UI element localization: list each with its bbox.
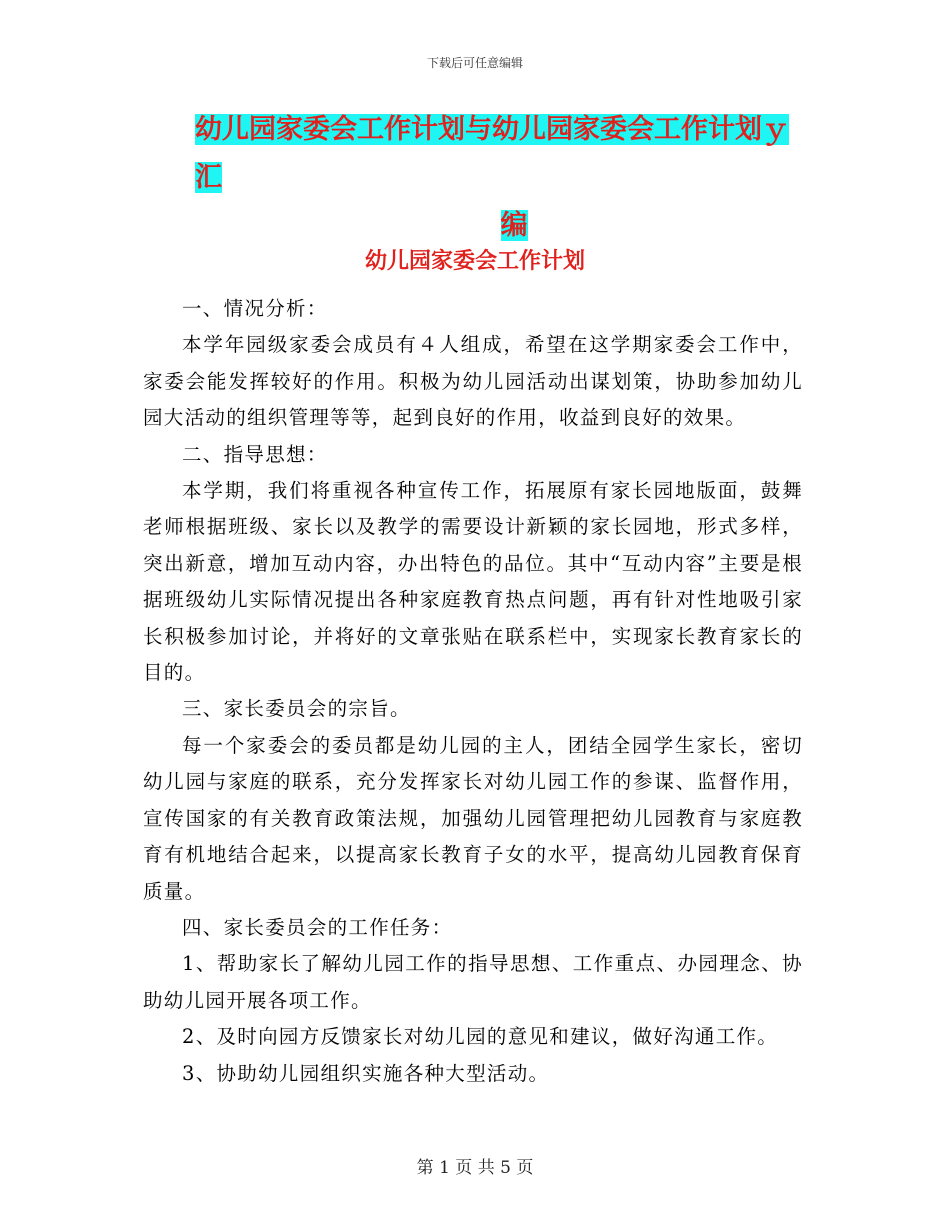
paragraph-guiding-thought: 本学期，我们将重视各种宣传工作，拓展原有家长园地版面，鼓舞老师根据班级、家长以及教学的需要设计新颖的家长园地，形式多样，突出新意，增加互动内容，办出特色的品位。其中“互动内容”主要是根据班级幼儿实际情况提出各种家庭教育热点问题，再有针对性地吸引家长积极参加讨论，并将好的文章张贴在联系栏中，实现家长教育家长的目的。: [143, 479, 803, 685]
page-number: 第 1 页 共 5 页: [416, 1158, 534, 1178]
task-item-1: 1、帮助家长了解幼儿园工作的指导思想、工作重点、办园理念、协助幼儿园开展各项工作。: [143, 952, 803, 1012]
paragraph-committee-purpose: 每一个家委会的委员都是幼儿园的主人，团结全园学生家长，密切幼儿园与家庭的联系，充分发挥家长对幼儿园工作的参谋、监督作用，宣传国家的有关教育政策法规，加强幼儿园管理把幼儿园教育与家庭教育有机地结合起来，以提高家长教育子女的水平，提高幼儿园教育保育质量。: [143, 733, 803, 903]
paragraph-situation-analysis: 本学年园级家委会成员有４人组成，希望在这学期家委会工作中，家委会能发挥较好的作用。积极为幼儿园活动出谋划策，协助参加幼儿园大活动的组织管理等等，起到良好的作用，收益到良好的效果。: [143, 333, 803, 430]
title-line-1: 幼儿园家委会工作计划与幼儿园家委会工作计划ｙ汇: [195, 114, 789, 193]
task-item-3: 3、协助幼儿园组织实施各种大型活动。: [182, 1061, 550, 1085]
task-item-2: 2、及时向园方反馈家长对幼儿园的意见和建议，做好沟通工作。: [182, 1025, 779, 1049]
header-note: 下载后可任意编辑: [426, 56, 523, 70]
heading-committee-purpose: 三、家长委员会的宗旨。: [182, 697, 411, 721]
heading-situation-analysis: 一、情况分析：: [182, 297, 328, 320]
document-body: [143, 291, 803, 1092]
heading-committee-tasks: 四、家长委员会的工作任务：: [182, 915, 453, 939]
heading-guiding-thought: 二、指导思想：: [182, 442, 328, 466]
document-title: [195, 106, 805, 250]
section-title: 幼儿园家委会工作计划: [364, 249, 585, 274]
title-line-2: 编: [500, 210, 528, 241]
